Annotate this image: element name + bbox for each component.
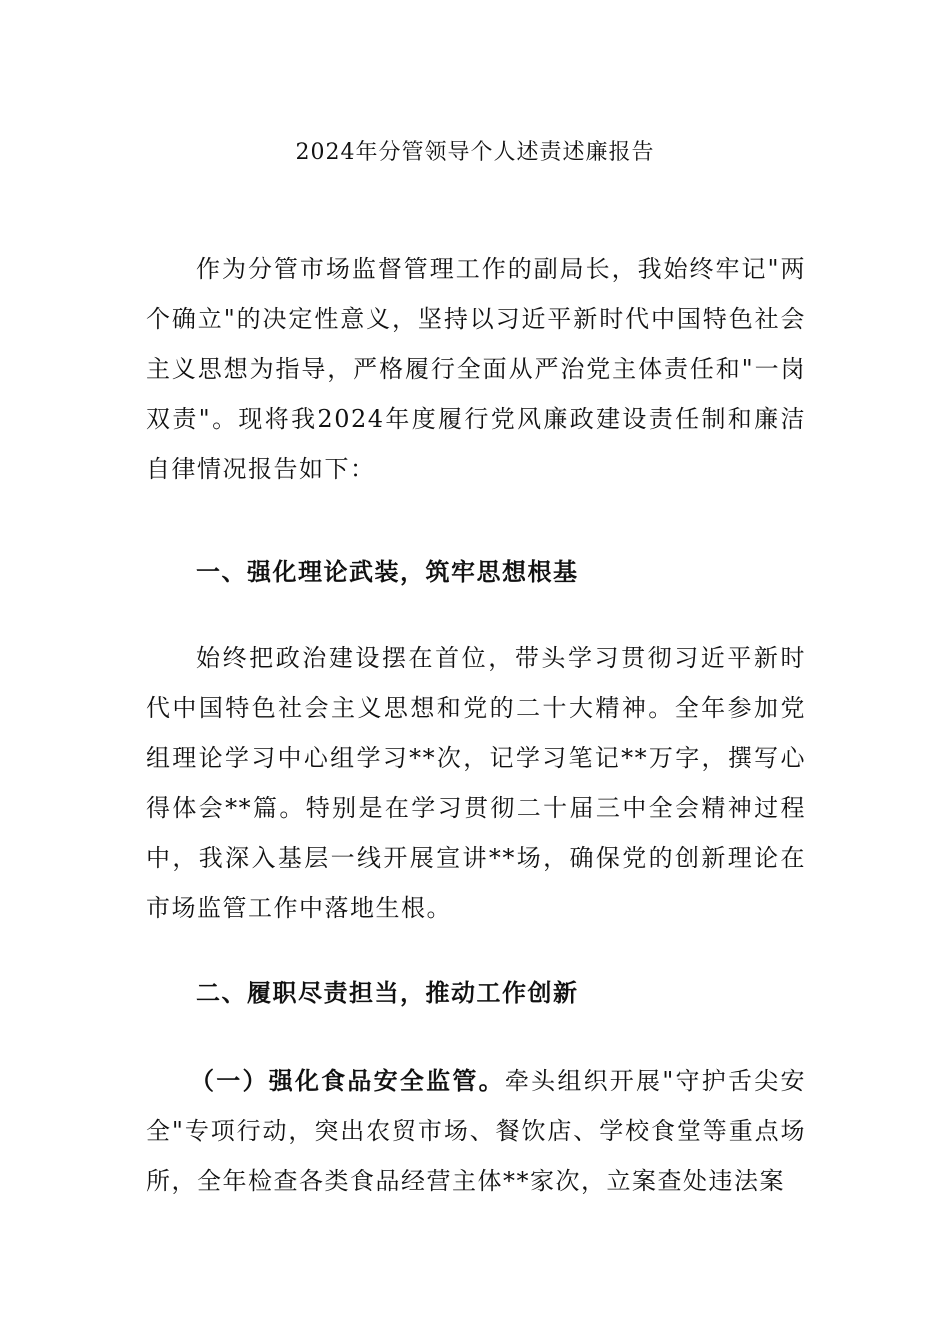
section-1-heading: 一、强化理论武装，筑牢思想根基 xyxy=(196,557,579,586)
section-2-sub-1-body: 牵头组织开展"守护舌尖安全"专项行动，突出农贸市场、餐饮店、学校食堂等重点场所，全年检查各类食品经营主体**家次，立案查处违法案 xyxy=(146,1067,807,1195)
section-2-heading: 二、履职尽责担当，推动工作创新 xyxy=(196,978,579,1007)
section-1-paragraph: 始终把政治建设摆在首位，带头学习贯彻习近平新时代中国特色社会主义思想和党的二十大精神。全年参加党组理论学习中心组学习**次，记学习笔记**万字，撰写心得体会**篇。特别是在学习贯彻二十届三中全会精神过程中，我深入基层一线开展宣讲**场，确保党的创新理论在市场监管工作中落地生根。 xyxy=(146,644,806,922)
document-title: 2024年分管领导个人述责述廉报告 xyxy=(295,140,655,165)
intro-paragraph: 作为分管市场监督管理工作的副局长，我始终牢记"两个确立"的决定性意义，坚持以习近平新时代中国特色社会主义思想为指导，严格履行全面从严治党主体责任和"一岗双责"。现将我2024年度履行党风廉政建设责任制和廉洁自律情况报告如下： xyxy=(146,255,806,483)
section-2-sub-1-lead: （一）强化食品安全监管。 xyxy=(190,1066,505,1095)
section-2-sub-1-paragraph xyxy=(146,1056,806,1206)
